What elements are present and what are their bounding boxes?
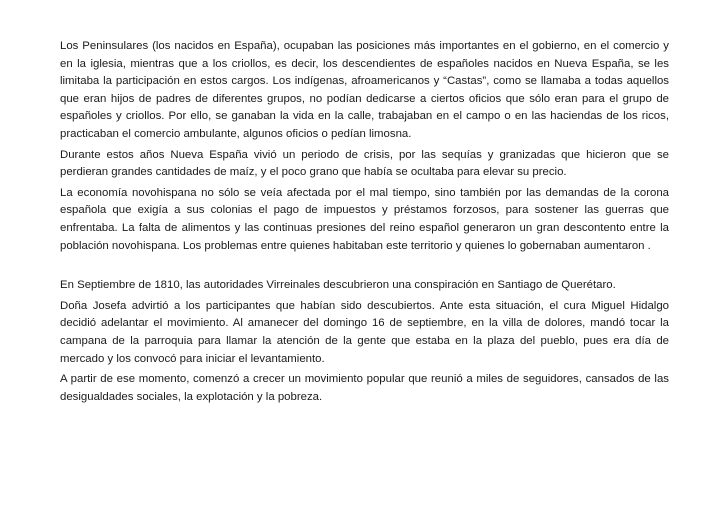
paragraph-josefa: Doña Josefa advirtió a los participantes que habían sido descubiertos. Ante esta situación, el cura Miguel Hidalgo decidió adelantar el movimiento. Al amanecer del domingo 16 de septiembre, en la villa de dolores, mandó tocar la campana de la parroquia para llamar la atención de la gente que estaba en la plaza del pueblo, pues era día de mercado y los convocó para iniciar el levantamiento. [60, 299, 669, 365]
paragraph-crisis: Durante estos años Nueva España vivió un periodo de crisis, por las sequías y granizadas que hicieron que se perdieran grandes cantidades de maíz, y el poco grano que había se ocultaba para elevar su precio. [60, 148, 669, 179]
document-body [60, 38, 669, 409]
paragraph-conspiracion: En Septiembre de 1810, las autoridades Virreinales descubrieron una conspiración en Santiago de Querétaro. [60, 279, 616, 292]
paragraph-peninsulares: Los Peninsulares (los nacidos en España), ocupaban las posiciones más importantes en el gobierno, en el comercio y en la iglesia, mientras que a los criollos, es decir, los descendientes de españoles nacidos en Nueva España, se les limitaba la participación en estos cargos. Los indígenas, afroamericanos y “Castas”, como se llamaba a todas aquellos que eran hijos de padres de diferentes grupos, no podían dedicarse a ciertos oficios que sólo eran para el grupo de españoles y criollos. Por ello, se ganaban la vida en la calle, trabajaban en el campo o en las haciendas de los ricos, practicaban el comercio ambulante, algunos oficios o pedían limosna. [60, 40, 669, 140]
paragraph-economia: La economía novohispana no sólo se veía afectada por el mal tiempo, sino también por las demandas de la corona española que exigía a sus colonias el pago de impuestos y préstamos forzosos, para sostener las guerras que enfrentaba. La falta de alimentos y las continuas presiones del reino español generaron un gran descontento entre la población novohispana. Los problemas entre quienes habitaban este territorio y quienes lo gobernaban aumentaron . [60, 186, 669, 252]
paragraph-movimiento: A partir de ese momento, comenzó a crecer un movimiento popular que reunió a miles de seguidores, cansados de las desigualdades sociales, la explotación y la pobreza. [60, 373, 669, 403]
